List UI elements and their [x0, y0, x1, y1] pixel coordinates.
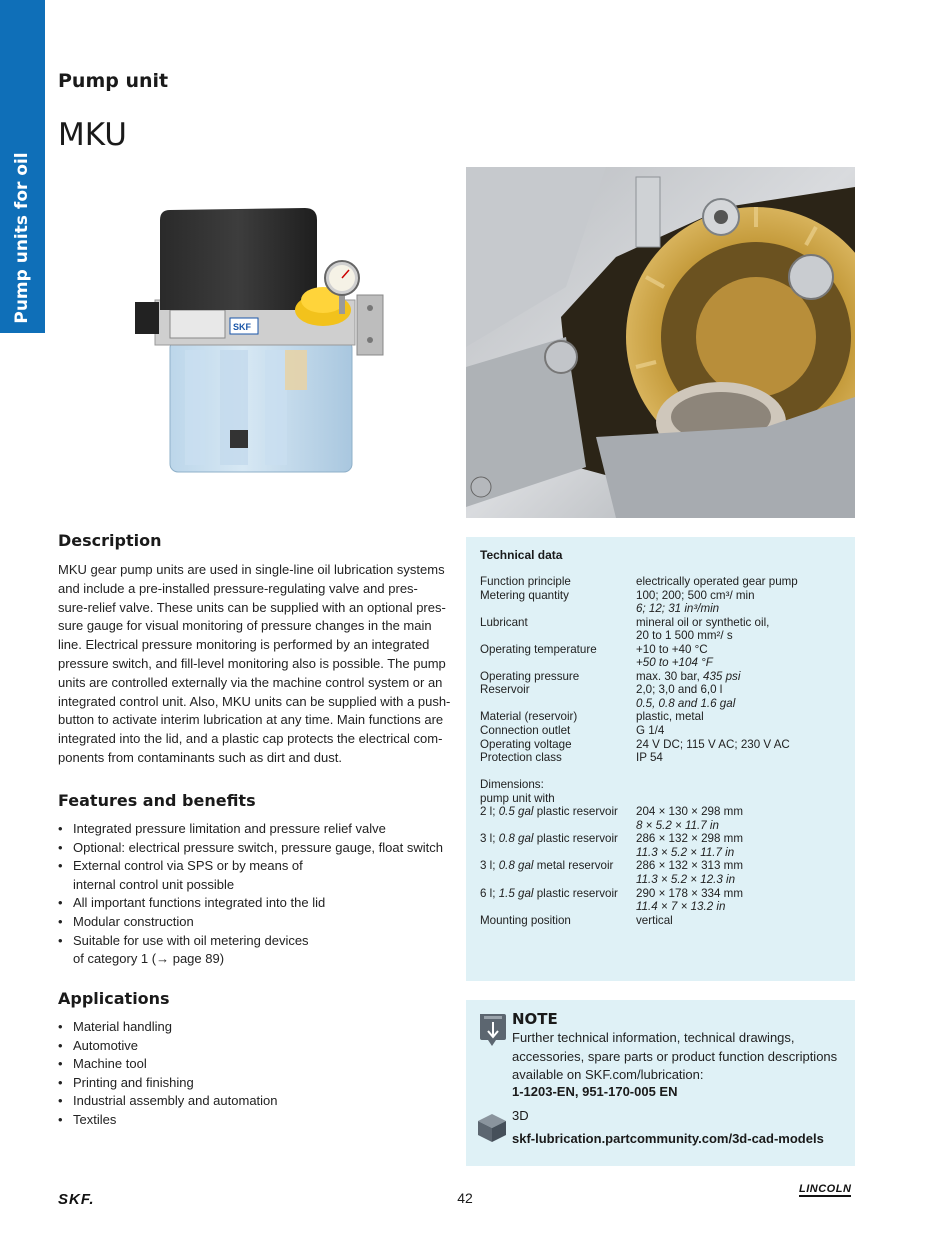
tech-value-line — [636, 710, 852, 724]
tech-label: Lubricant — [480, 615, 528, 629]
tech-value-line — [636, 751, 852, 765]
dimension-values — [636, 805, 852, 832]
list-item — [58, 1018, 458, 1037]
tech-value: 24 V DC; 115 V AC; 230 V AC — [636, 737, 790, 751]
dimension-imperial: 11.3 × 5.2 × 12.3 in — [636, 873, 736, 887]
dimension-label-part: plastic reservoir — [533, 832, 618, 846]
note-line: available on SKF.com/lubrication: — [512, 1067, 704, 1082]
tech-value-line — [636, 656, 852, 670]
tech-row — [480, 589, 852, 616]
skf-logo: SKF. — [58, 1191, 95, 1208]
cube-3d-icon — [476, 1112, 508, 1144]
tech-values — [636, 738, 852, 752]
tech-value: electrically operated gear pump — [636, 575, 798, 588]
dimension-imperial: 8 × 5.2 × 11.7 in — [636, 818, 719, 832]
tech-value-line — [636, 643, 852, 657]
applications-list — [58, 1018, 458, 1130]
dimension-metric: 204 × 130 × 298 mm — [636, 805, 743, 819]
tech-row — [480, 683, 852, 710]
tech-value-line — [636, 724, 852, 738]
gear-pump-image — [466, 167, 855, 518]
list-item-text: • Suitable for use with oil metering devices — [73, 932, 309, 948]
list-item-text: • Textiles — [73, 1111, 117, 1127]
tech-values — [636, 724, 852, 738]
tech-value-line — [636, 616, 852, 630]
tech-value: 20 to 1 500 mm²/ s — [636, 629, 733, 643]
side-tab — [0, 0, 45, 333]
dimension-row — [480, 832, 852, 859]
tech-row — [480, 751, 852, 765]
dimension-label-part: 0.8 gal — [498, 859, 534, 873]
dimension-metric: 286 × 132 × 298 mm — [636, 832, 743, 846]
list-item — [58, 932, 458, 969]
tech-row — [480, 670, 852, 684]
page-number: 42 — [457, 1190, 473, 1206]
list-item-text: • Material handling — [73, 1019, 173, 1034]
tech-values — [636, 616, 852, 643]
note-title: NOTE — [512, 1010, 558, 1028]
dimension-imperial: 11.4 × 7 × 13.2 in — [636, 900, 726, 914]
list-item — [58, 894, 458, 913]
tech-value-line — [636, 738, 852, 752]
pump-unit-image — [125, 200, 395, 480]
tech-values — [636, 751, 852, 765]
list-item-text: • External control via SPS or by means of — [73, 858, 303, 874]
description-heading: Description — [58, 531, 162, 550]
dimension-label — [480, 832, 636, 859]
tech-label: Protection class — [480, 751, 562, 765]
note-line: Further technical information, technical drawings, — [512, 1030, 795, 1045]
dimension-label-part: 0.5 gal — [498, 805, 534, 819]
mounting-label: Mounting position — [480, 913, 571, 927]
list-item-text: • All important functions integrated into the lid — [73, 895, 326, 911]
dimension-values — [636, 887, 852, 914]
list-item-text: • Optional: electrical pressure switch, pressure gauge, float switch — [73, 839, 443, 855]
skf-brand-label: SKF — [233, 322, 251, 332]
dimension-imperial: 11.3 × 5.2 × 11.7 in — [636, 845, 735, 859]
tech-values — [636, 643, 852, 670]
lincoln-logo: LINCOLN — [799, 1183, 852, 1195]
document-reference: 1-1203-EN, 951-170-005 EN — [512, 1084, 678, 1099]
tech-values — [636, 710, 852, 724]
description-text — [58, 561, 453, 768]
list-item-text: • Modular construction — [73, 913, 194, 929]
dimension-label-part: plastic reservoir — [533, 886, 618, 900]
tech-value: 0.5, 0.8 and 1.6 gal — [636, 696, 736, 710]
section-name: Pump unit — [58, 70, 169, 92]
description-line: sure gauge for visual monitoring of pressure changes in the main — [58, 618, 432, 634]
tech-value: 435 psi — [703, 669, 741, 683]
cad-models-link[interactable]: skf-lubrication.partcommunity.com/3d-cad-models — [512, 1131, 824, 1146]
mounting-row — [480, 914, 852, 928]
tech-value: +10 to +40 °C — [636, 642, 708, 656]
dimension-values — [636, 859, 852, 886]
tech-value: +50 to +104 °F — [636, 656, 713, 670]
tech-row — [480, 643, 852, 670]
tech-label: Function principle — [480, 575, 571, 588]
tech-value: plastic, metal — [636, 710, 704, 724]
dimension-label — [480, 805, 636, 832]
list-item-text: internal control unit possible — [73, 876, 235, 892]
tech-value: mineral oil or synthetic oil, — [636, 615, 770, 629]
dimension-label-part: metal reservoir — [533, 859, 614, 873]
description-line: line. Electrical pressure monitoring is performed by an integrated — [58, 637, 430, 653]
dimension-row — [480, 805, 852, 832]
list-item — [58, 839, 458, 858]
list-item-text: • Printing and finishing — [73, 1074, 194, 1090]
tech-row — [480, 738, 852, 752]
description-line: integrated control unit. Also, MKU units can be supplied with a push- — [58, 693, 451, 709]
tech-label: Reservoir — [480, 683, 530, 697]
list-item-text: • Industrial assembly and automation — [73, 1093, 278, 1109]
dimension-row — [480, 887, 852, 914]
tech-values — [636, 575, 852, 589]
note-text — [512, 1029, 837, 1085]
dimension-label-part: 3 l; — [480, 832, 499, 846]
features-heading: Features and benefits — [58, 791, 256, 810]
description-line: units are controlled externally via the machine control system or an — [58, 674, 443, 690]
list-item — [58, 1111, 458, 1130]
tech-value-line — [636, 629, 852, 643]
tech-value-line — [636, 683, 852, 697]
tech-values — [636, 670, 852, 684]
technical-data-title: Technical data — [480, 548, 563, 562]
dimensions-subheading: pump unit with — [480, 791, 555, 805]
dimension-label — [480, 887, 636, 914]
tech-value-line — [636, 575, 852, 589]
tech-values — [636, 589, 852, 616]
tech-value: 100; 200; 500 cm³/ min — [636, 588, 755, 602]
list-item — [58, 820, 458, 839]
tech-row — [480, 616, 852, 643]
tech-spacer — [480, 765, 852, 779]
tech-label: Metering quantity — [480, 588, 569, 602]
document-download-icon — [478, 1012, 508, 1048]
list-item-text: of category 1 (→ page 89) — [73, 951, 225, 967]
description-line: MKU gear pump units are used in single-line oil lubrication systems — [58, 562, 445, 577]
side-tab-label: Pump units for oil — [12, 152, 32, 324]
dimension-label-part: 2 l; — [480, 805, 499, 819]
description-line: and include a pre-installed pressure-regulating valve and pres- — [58, 580, 418, 596]
mounting-value: vertical — [636, 913, 673, 927]
dimension-values — [636, 832, 852, 859]
tech-values — [636, 683, 852, 710]
list-item-text: • Automotive — [73, 1037, 139, 1053]
note-line: accessories, spare parts or product function descriptions — [512, 1048, 838, 1064]
list-item — [58, 857, 458, 894]
dimensions-heading: Dimensions: — [480, 778, 544, 792]
tech-value: G 1/4 — [636, 724, 665, 738]
tech-value-line — [636, 697, 852, 711]
tech-label: Operating temperature — [480, 642, 597, 656]
dimension-label — [480, 859, 636, 886]
dimension-metric: 286 × 132 × 313 mm — [636, 859, 743, 873]
applications-heading: Applications — [58, 989, 170, 1008]
list-item — [58, 1037, 458, 1056]
dimension-label-part: plastic reservoir — [533, 805, 618, 819]
description-line: button to activate interim lubrication at any time. Main functions are — [58, 712, 444, 728]
description-line: integrated into the lid, and a plastic cap protects the electrical com- — [58, 731, 443, 747]
tech-row — [480, 575, 852, 589]
dimension-label-part: 0.8 gal — [498, 832, 534, 846]
list-item-text: • Machine tool — [73, 1056, 147, 1072]
tech-value-line — [636, 670, 852, 684]
tech-value: max. 30 bar, — [636, 669, 704, 683]
list-item-text: • Integrated pressure limitation and pressure relief valve — [73, 821, 386, 836]
description-line: ponents from contaminants such as dirt and dust. — [58, 749, 342, 765]
list-item — [58, 1092, 458, 1111]
tech-label: Operating voltage — [480, 737, 572, 751]
tech-value: 6; 12; 31 in³/min — [636, 602, 720, 616]
tech-value: IP 54 — [636, 751, 663, 765]
tech-label: Operating pressure — [480, 669, 580, 683]
dimension-metric: 290 × 178 × 334 mm — [636, 886, 743, 900]
dimension-label-part: 3 l; — [480, 859, 499, 873]
tech-row — [480, 724, 852, 738]
list-item — [58, 1074, 458, 1093]
tech-label: Material (reservoir) — [480, 710, 578, 724]
tech-value-line — [636, 602, 852, 616]
features-list — [58, 820, 458, 969]
tech-value-line — [636, 589, 852, 603]
list-item — [58, 913, 458, 932]
tech-label: Connection outlet — [480, 724, 571, 738]
label-3d: 3D — [512, 1108, 529, 1123]
dimension-row — [480, 859, 852, 886]
dimension-label-part: 6 l; — [480, 886, 499, 900]
product-title: MKU — [58, 117, 127, 153]
list-item — [58, 1055, 458, 1074]
dimension-label-part: 1.5 gal — [498, 886, 534, 900]
description-line: sure-relief valve. These units can be supplied with an optional pres- — [58, 599, 446, 615]
description-line: pressure switch, and fill-level monitoring also is possible. The pump — [58, 655, 446, 671]
technical-data-table — [480, 575, 852, 927]
tech-row — [480, 710, 852, 724]
tech-value: 2,0; 3,0 and 6,0 l — [636, 683, 723, 697]
